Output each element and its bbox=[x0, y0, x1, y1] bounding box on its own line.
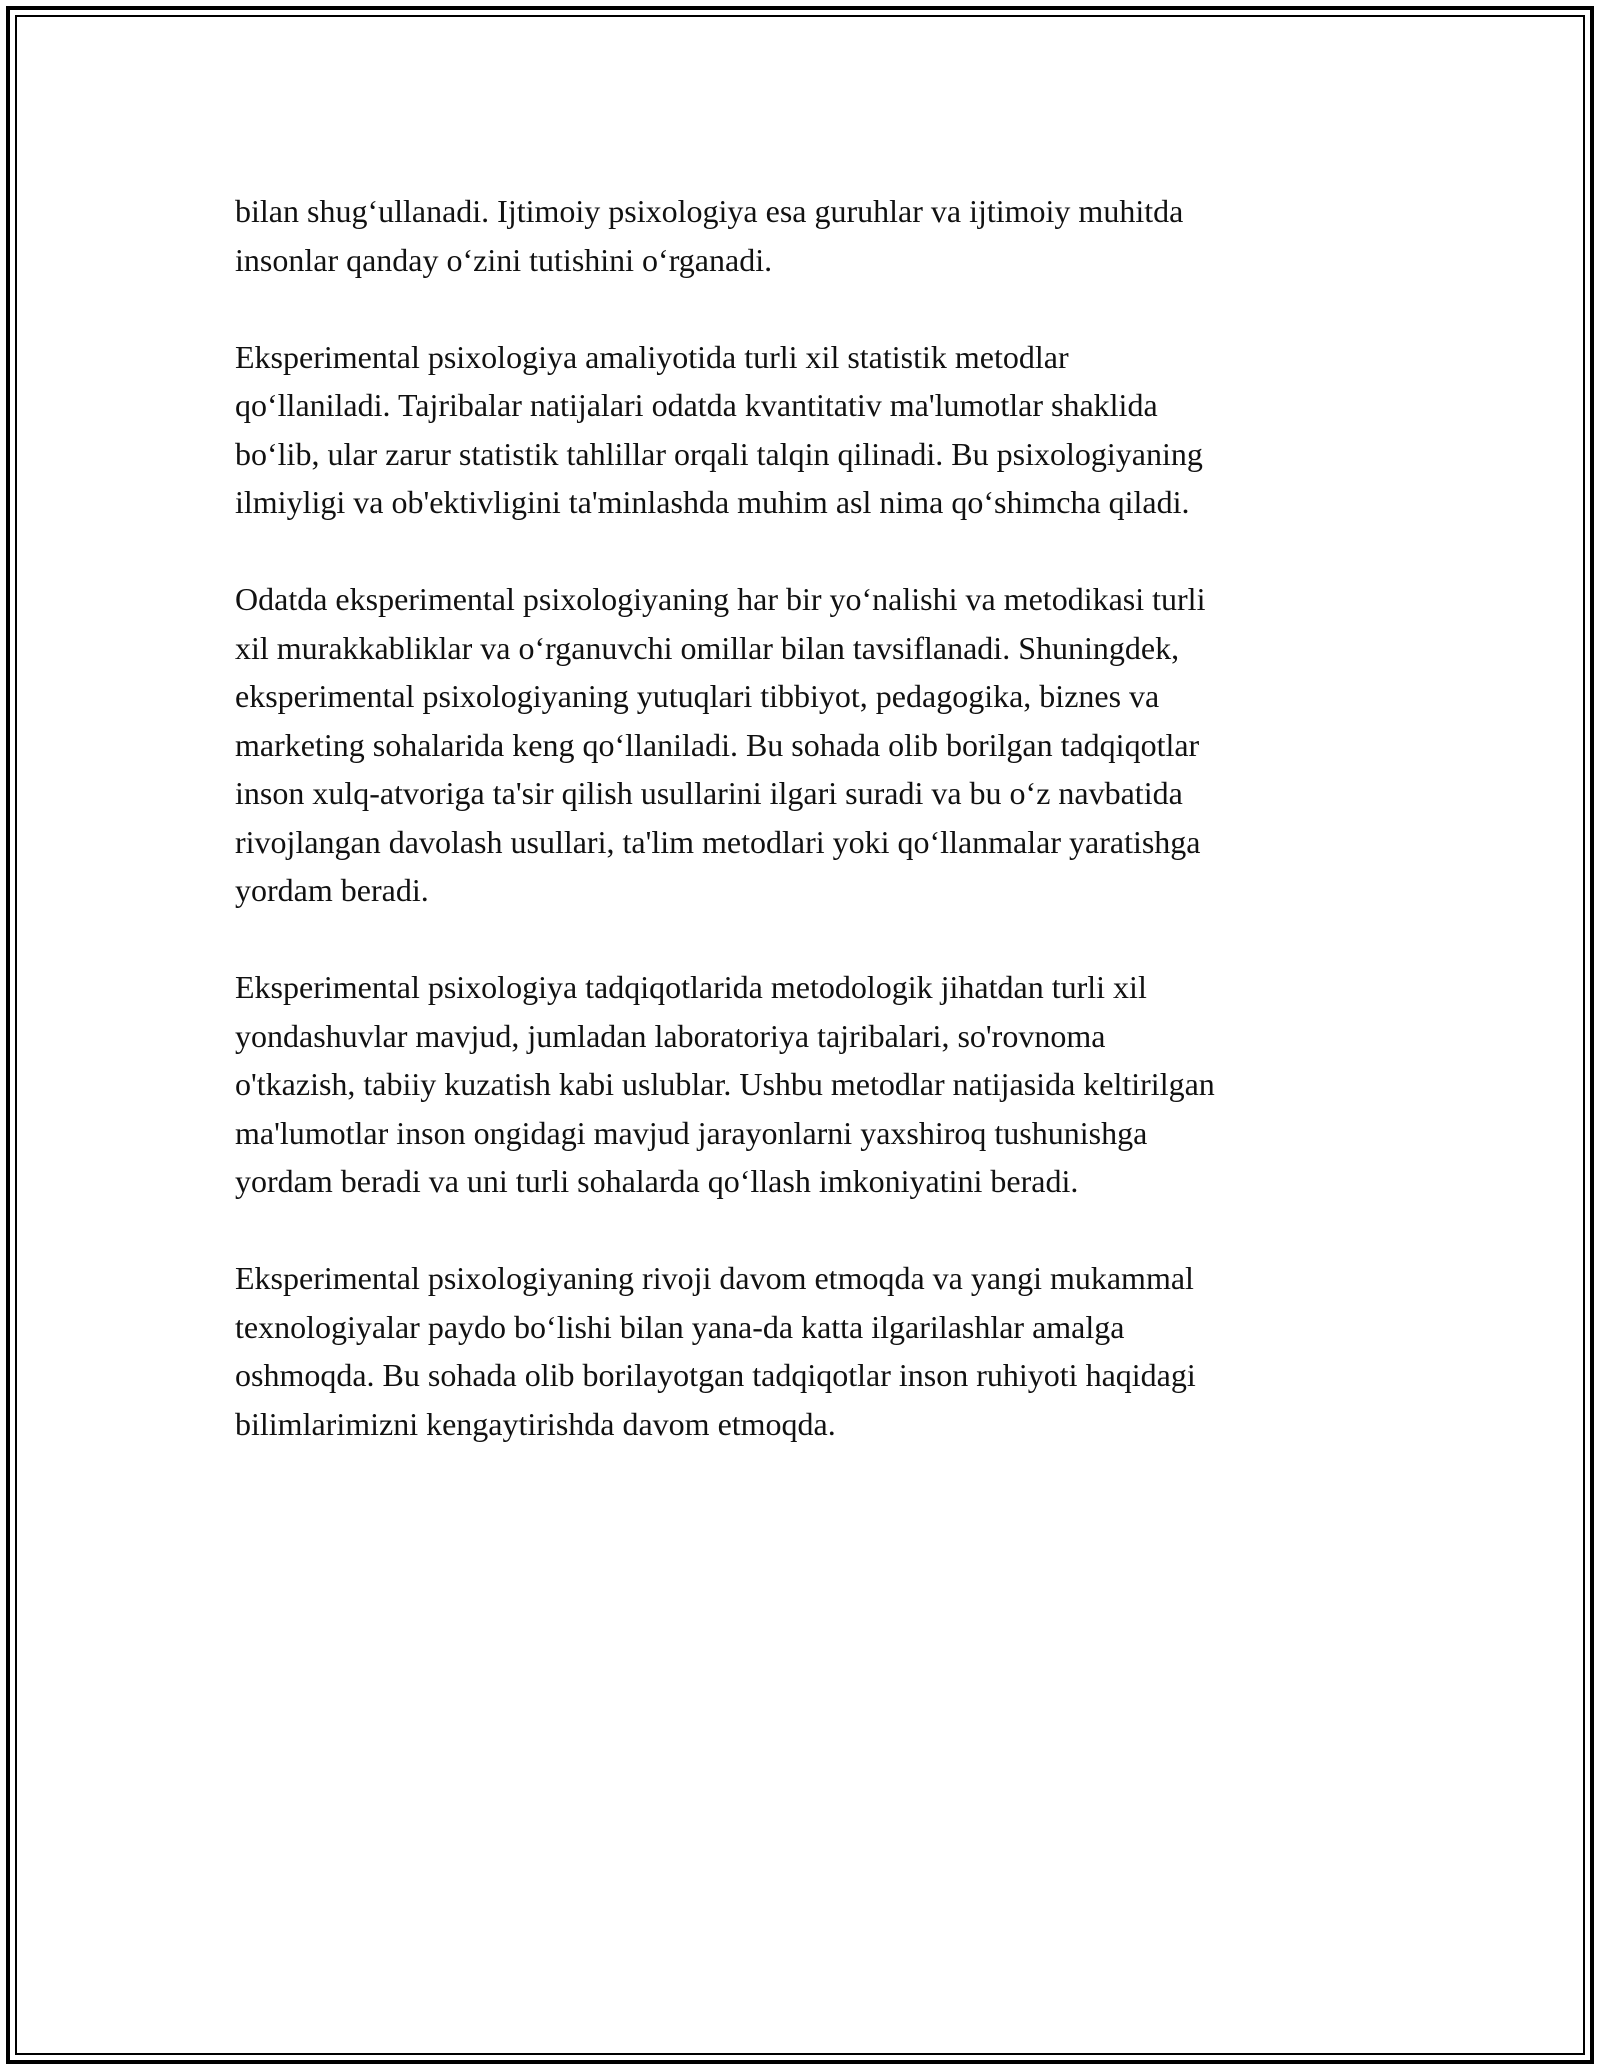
document-body bbox=[235, 187, 1385, 1497]
paragraph-1: bilan shug‘ullanadi. Ijtimoiy psixologiya esa guruhlar va ijtimoiy muhitda insonlar qanday o‘zini tutishini o‘rganadi. bbox=[235, 193, 1184, 278]
paragraph-2: Eksperimental psixologiya amaliyotida turli xil statistik metodlar qo‘llaniladi. Tajribalar natijalari odatda kvantitativ ma'lumotlar shaklida bo‘lib, ular zarur statistik tahlillar orqali talqin qilinadi. Bu psixologiyaning ilmiyligi va ob'ektivligini ta'minlashda muhim asl nima qo‘shimcha qiladi. bbox=[235, 338, 1203, 520]
paragraph-3: Odatda eksperimental psixologiyaning har bir yo‘nalishi va metodikasi turli xil murakkabliklar va o‘rganuvchi omillar bilan tavsiflanadi. Shuningdek, eksperimental psixologiyaning yutuqlari tibbiyot, pedagogika, biznes va marketing sohalarida keng qo‘llaniladi. Bu sohada olib borilgan tadqiqotlar inson xulq-atvoriga ta'sir qilish usullarini ilgari suradi va bu o‘z navbatida rivojlangan davolash usullari, ta'lim metodlari yoki qo‘llanmalar yaratishga yordam beradi. bbox=[235, 581, 1206, 908]
paragraph-5: Eksperimental psixologiyaning rivoji davom etmoqda va yangi mukammal texnologiyalar paydo bo‘lishi bilan yana-da katta ilgarilashlar amalga oshmoqda. Bu sohada olib borilayotgan tadqiqotlar inson ruhiyoti haqidagi bilimlarimizni kengaytirishda davom etmoqda. bbox=[235, 1260, 1196, 1442]
paragraph-4: Eksperimental psixologiya tadqiqotlarida metodologik jihatdan turli xil yondashuvlar mavjud, jumladan laboratoriya tajribalari, so'rovnoma o'tkazish, tabiiy kuzatish kabi uslublar. Ushbu metodlar natijasida keltirilgan ma'lumotlar inson ongidagi mavjud jarayonlarni yaxshiroq tushunishga yordam beradi va uni turli sohalarda qo‘llash imkoniyatini beradi. bbox=[235, 969, 1215, 1199]
